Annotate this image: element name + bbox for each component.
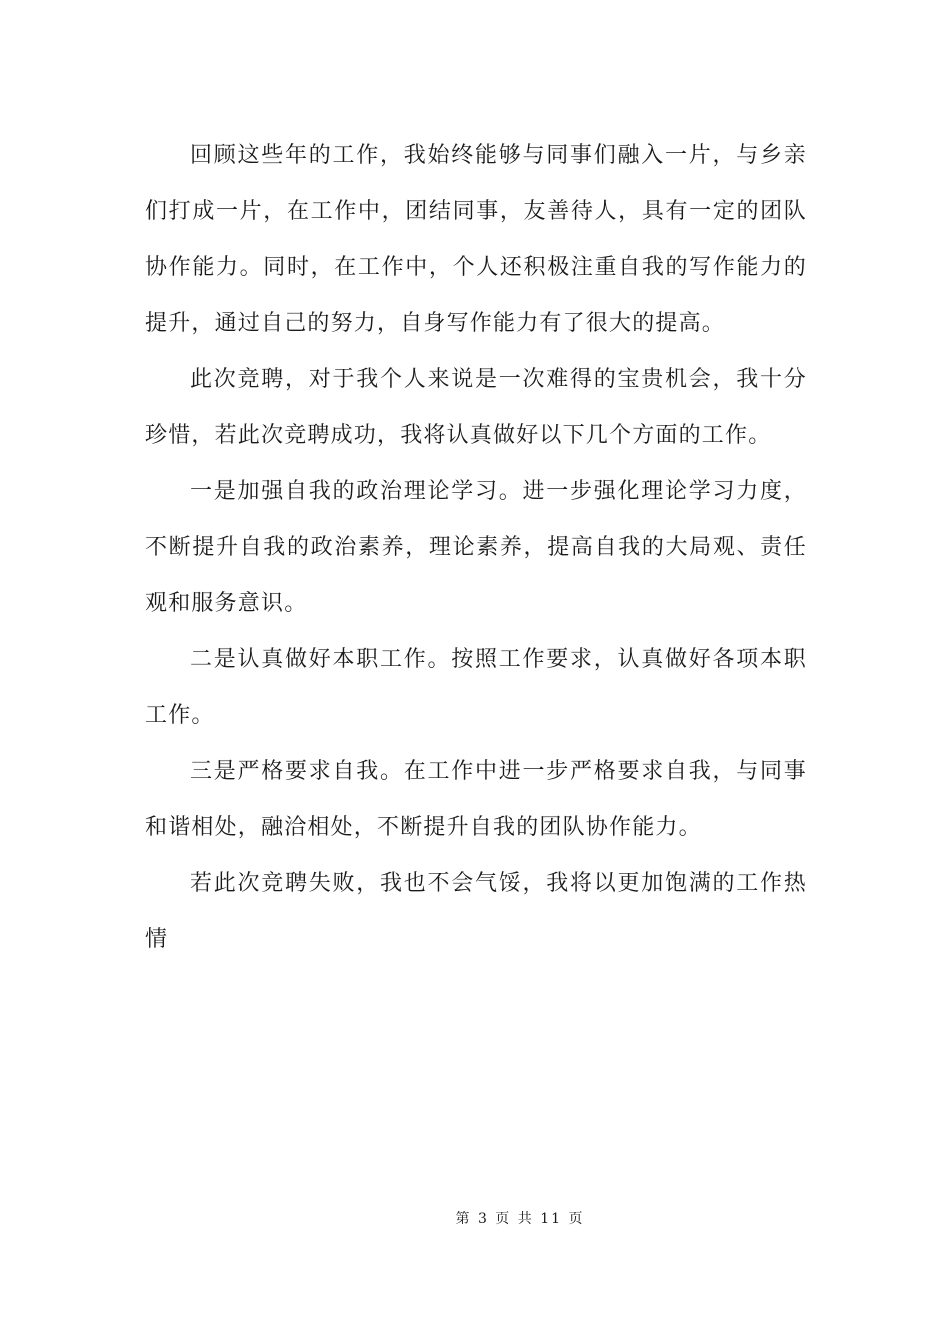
paragraph: 一是加强自我的政治理论学习。进一步强化理论学习力度，不断提升自我的政治素养，理论素养，提高自我的大局观、责任观和服务意识。 xyxy=(145,479,807,616)
paragraph: 若此次竞聘失败，我也不会气馁，我将以更加饱满的工作热情 xyxy=(145,871,807,952)
paragraph: 三是严格要求自我。在工作中进一步严格要求自我，与同事和谐相处，融洽相处，不断提升自我的团队协作能力。 xyxy=(145,759,807,840)
document-body xyxy=(145,128,807,968)
page-footer xyxy=(0,1208,950,1228)
paragraph: 二是认真做好本职工作。按照工作要求，认真做好各项本职工作。 xyxy=(145,647,807,728)
page-number: 第 3 页 共 11 页 xyxy=(455,1211,585,1227)
paragraph: 回顾这些年的工作，我始终能够与同事们融入一片，与乡亲们打成一片，在工作中，团结同事，友善待人，具有一定的团队协作能力。同时，在工作中，个人还积极注重自我的写作能力的提升，通过自己的努力，自身写作能力有了很大的提高。 xyxy=(145,143,807,336)
paragraph: 此次竞聘，对于我个人来说是一次难得的宝贵机会，我十分珍惜，若此次竞聘成功，我将认真做好以下几个方面的工作。 xyxy=(145,367,807,448)
